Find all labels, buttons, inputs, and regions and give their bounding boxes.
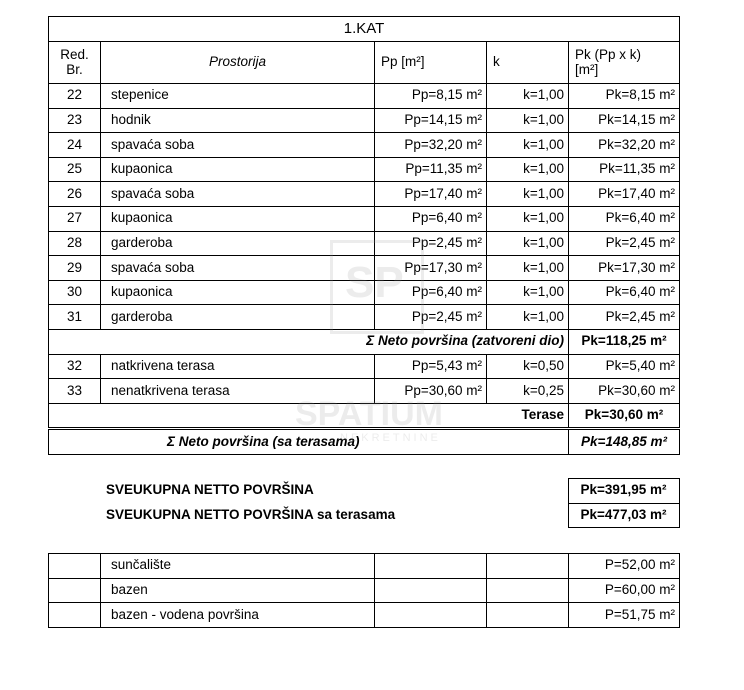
header-pp: Pp [m²] xyxy=(375,42,487,84)
table-row xyxy=(49,280,680,305)
pp-value: Pp=5,43 m² xyxy=(375,354,487,379)
row-number: 30 xyxy=(49,280,101,305)
table-row xyxy=(49,354,680,379)
table-row xyxy=(49,231,680,256)
k-value: k=1,00 xyxy=(487,108,569,133)
room-name: garderoba xyxy=(101,305,375,330)
pk-value: Pk=30,60 m² xyxy=(569,379,680,404)
outdoor-name: sunčalište xyxy=(101,554,375,579)
header-prostorija: Prostorija xyxy=(101,42,375,84)
k-value: k=1,00 xyxy=(487,231,569,256)
table-row xyxy=(49,182,680,207)
outdoor-value: P=52,00 m² xyxy=(569,554,680,579)
empty-cell xyxy=(49,554,101,579)
total-with-terraces-value: Pk=148,85 m² xyxy=(569,429,680,455)
pk-value: Pk=2,45 m² xyxy=(569,231,680,256)
k-value: k=1,00 xyxy=(487,256,569,281)
room-name: hodnik xyxy=(101,108,375,133)
watermark-tagline: NEKRETNINE xyxy=(340,432,441,444)
outdoor-row xyxy=(49,554,680,579)
grand-total-terraces-value: Pk=477,03 m² xyxy=(568,503,679,528)
table-row xyxy=(49,379,680,404)
row-number: 23 xyxy=(49,108,101,133)
k-value: k=1,00 xyxy=(487,84,569,109)
pp-value: Pp=17,40 m² xyxy=(375,182,487,207)
row-number: 28 xyxy=(49,231,101,256)
pk-value: Pk=6,40 m² xyxy=(569,280,680,305)
pp-value: Pp=6,40 m² xyxy=(375,206,487,231)
outdoor-value: P=51,75 m² xyxy=(569,603,680,628)
pp-value: Pp=11,35 m² xyxy=(375,157,487,182)
pp-value: Pp=2,45 m² xyxy=(375,231,487,256)
subtotal-terraces-row xyxy=(49,403,680,429)
outdoor-name: bazen - vodena površina xyxy=(101,603,375,628)
pp-value: Pp=8,15 m² xyxy=(375,84,487,109)
room-name: kupaonica xyxy=(101,206,375,231)
empty-cell xyxy=(375,554,487,579)
outdoor-name: bazen xyxy=(101,578,375,603)
room-name: garderoba xyxy=(101,231,375,256)
k-value: k=1,00 xyxy=(487,280,569,305)
outdoor-areas-table xyxy=(48,553,680,628)
table-row xyxy=(49,133,680,158)
table-row xyxy=(49,108,680,133)
pk-value: Pk=32,20 m² xyxy=(569,133,680,158)
room-name: nenatkrivena terasa xyxy=(101,379,375,404)
row-number: 26 xyxy=(49,182,101,207)
grand-total-value: Pk=391,95 m² xyxy=(568,479,679,504)
row-number: 33 xyxy=(49,379,101,404)
pp-value: Pp=30,60 m² xyxy=(375,379,487,404)
pk-value: Pk=17,30 m² xyxy=(569,256,680,281)
watermark-brand: SPATIUM xyxy=(295,395,443,433)
k-value: k=1,00 xyxy=(487,182,569,207)
header-red-br: Red. Br. xyxy=(49,42,101,84)
total-with-terraces-row xyxy=(49,429,680,455)
grand-total-label: SVEUKUPNA NETTO POVRŠINA xyxy=(106,482,314,498)
k-value: k=1,00 xyxy=(487,157,569,182)
empty-cell xyxy=(487,578,569,603)
outdoor-value: P=60,00 m² xyxy=(569,578,680,603)
empty-cell xyxy=(375,578,487,603)
pk-value: Pk=6,40 m² xyxy=(569,206,680,231)
pp-value: Pp=14,15 m² xyxy=(375,108,487,133)
pk-value: Pk=2,45 m² xyxy=(569,305,680,330)
empty-cell xyxy=(49,603,101,628)
row-number: 31 xyxy=(49,305,101,330)
row-number: 24 xyxy=(49,133,101,158)
empty-cell xyxy=(487,554,569,579)
subtotal-terraces-value: Pk=30,60 m² xyxy=(569,403,680,429)
header-k: k xyxy=(487,42,569,84)
table-row xyxy=(49,256,680,281)
pk-value: Pk=17,40 m² xyxy=(569,182,680,207)
pk-value: Pk=8,15 m² xyxy=(569,84,680,109)
outdoor-row xyxy=(49,603,680,628)
k-value: k=1,00 xyxy=(487,206,569,231)
k-value: k=0,25 xyxy=(487,379,569,404)
subtotal-terraces-label: Terase xyxy=(49,403,569,429)
pp-value: Pp=6,40 m² xyxy=(375,280,487,305)
pk-value: Pk=5,40 m² xyxy=(569,354,680,379)
watermark-monogram: SP xyxy=(345,258,404,307)
row-number: 32 xyxy=(49,354,101,379)
empty-cell xyxy=(375,603,487,628)
pk-value: Pk=14,15 m² xyxy=(569,108,680,133)
area-table-1kat xyxy=(48,16,680,455)
empty-cell xyxy=(487,603,569,628)
table-row xyxy=(49,157,680,182)
pp-value: Pp=32,20 m² xyxy=(375,133,487,158)
room-name: natkrivena terasa xyxy=(101,354,375,379)
outdoor-row xyxy=(49,578,680,603)
room-name: stepenice xyxy=(101,84,375,109)
subtotal-closed-row xyxy=(49,329,680,354)
room-name: kupaonica xyxy=(101,280,375,305)
room-name: spavaća soba xyxy=(101,133,375,158)
k-value: k=1,00 xyxy=(487,133,569,158)
row-number: 29 xyxy=(49,256,101,281)
table-title: 1.KAT xyxy=(49,17,680,42)
room-name: spavaća soba xyxy=(101,182,375,207)
grand-totals xyxy=(48,478,680,528)
k-value: k=0,50 xyxy=(487,354,569,379)
table-row xyxy=(49,305,680,330)
grand-total-terraces-label: SVEUKUPNA NETTO POVRŠINA sa terasama xyxy=(106,506,396,522)
row-number: 22 xyxy=(49,84,101,109)
pp-value: Pp=2,45 m² xyxy=(375,305,487,330)
row-number: 25 xyxy=(49,157,101,182)
table-row xyxy=(49,206,680,231)
pk-value: Pk=11,35 m² xyxy=(569,157,680,182)
pp-value: Pp=17,30 m² xyxy=(375,256,487,281)
empty-cell xyxy=(49,578,101,603)
room-name: kupaonica xyxy=(101,157,375,182)
subtotal-closed-value: Pk=118,25 m² xyxy=(569,329,680,354)
table-row xyxy=(49,84,680,109)
row-number: 27 xyxy=(49,206,101,231)
k-value: k=1,00 xyxy=(487,305,569,330)
room-name: spavaća soba xyxy=(101,256,375,281)
subtotal-closed-label: Σ Neto površina (zatvoreni dio) xyxy=(49,329,569,354)
total-with-terraces-label: Σ Neto površina (sa terasama) xyxy=(49,429,569,455)
header-pk: Pk (Pp x k) [m²] xyxy=(569,42,680,84)
